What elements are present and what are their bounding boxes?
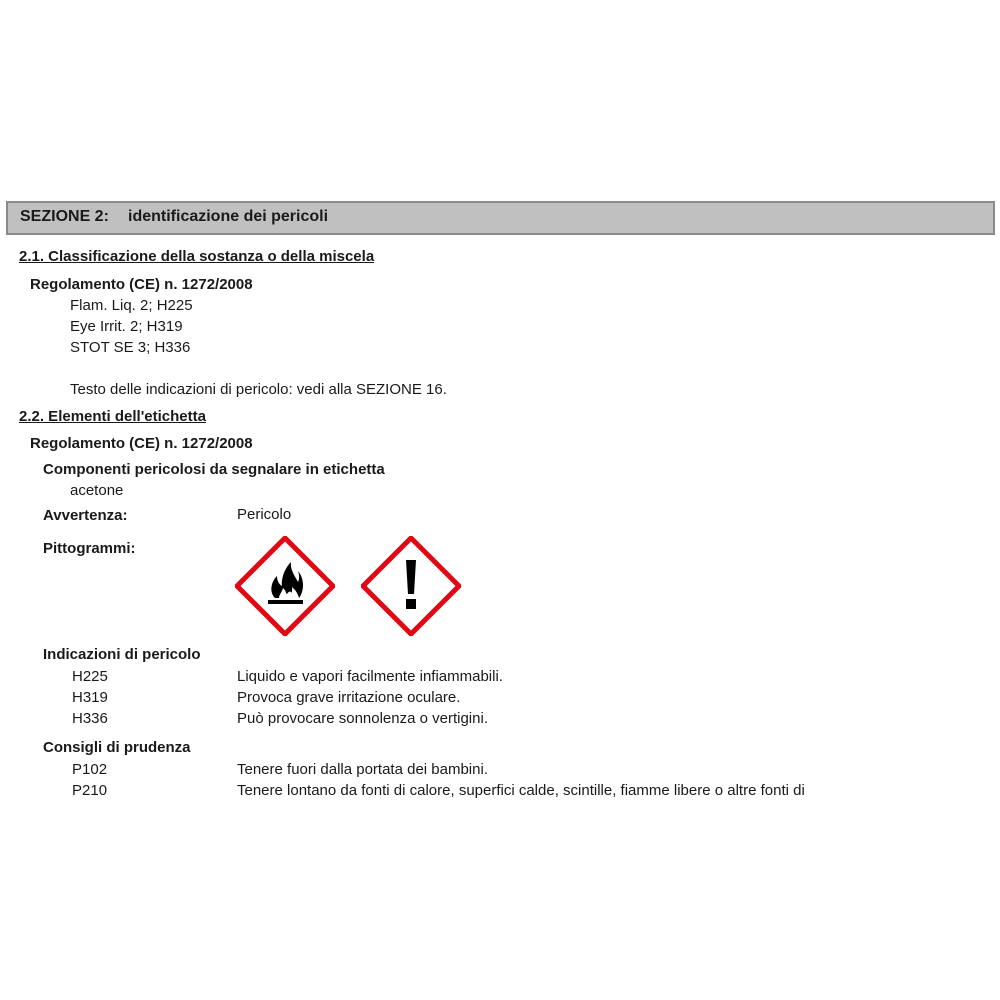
section-header [6,201,995,235]
subsection-heading-label-elements: 2.2. Elementi dell'etichetta [19,408,206,425]
hazard-heading: Indicazioni di pericolo [43,646,201,663]
pictograms-label: Pittogrammi: [43,540,136,557]
classification-note: Testo delle indicazioni di pericolo: vedi alla SEZIONE 16. [70,381,447,398]
flame-pictogram-icon [235,536,335,636]
classification-regulation: Regolamento (CE) n. 1272/2008 [30,276,253,293]
hazard-text: Provoca grave irritazione oculare. [237,689,461,706]
hazard-text: Può provocare sonnolenza o vertigini. [237,710,488,727]
components-label: Componenti pericolosi da segnalare in etichetta [43,461,385,478]
hazard-code: H225 [72,668,108,685]
classification-item: Flam. Liq. 2; H225 [70,297,193,314]
subsection-heading-classification: 2.1. Classificazione della sostanza o della miscela [19,248,375,265]
hazard-code: H319 [72,689,108,706]
label-regulation: Regolamento (CE) n. 1272/2008 [30,435,253,452]
classification-item: Eye Irrit. 2; H319 [70,318,183,335]
warning-label: Avvertenza: [43,507,128,524]
precaution-code: P102 [72,761,108,778]
section-title: identificazione dei pericoli [128,208,329,225]
precaution-heading: Consigli di prudenza [43,739,191,756]
exclamation-pictogram-icon [361,536,461,636]
hazard-text: Liquido e vapori facilmente infiammabili. [237,668,503,685]
precaution-text: Tenere lontano da fonti di calore, superfici calde, scintille, fiamme libere o altre fonti di [237,782,805,799]
classification-item: STOT SE 3; H336 [70,339,191,356]
precaution-code: P210 [72,782,108,799]
warning-value: Pericolo [237,506,292,523]
section-number: SEZIONE 2: [20,208,109,225]
hazard-code: H336 [72,710,108,727]
precaution-text: Tenere fuori dalla portata dei bambini. [237,761,488,778]
components-value: acetone [70,482,124,499]
